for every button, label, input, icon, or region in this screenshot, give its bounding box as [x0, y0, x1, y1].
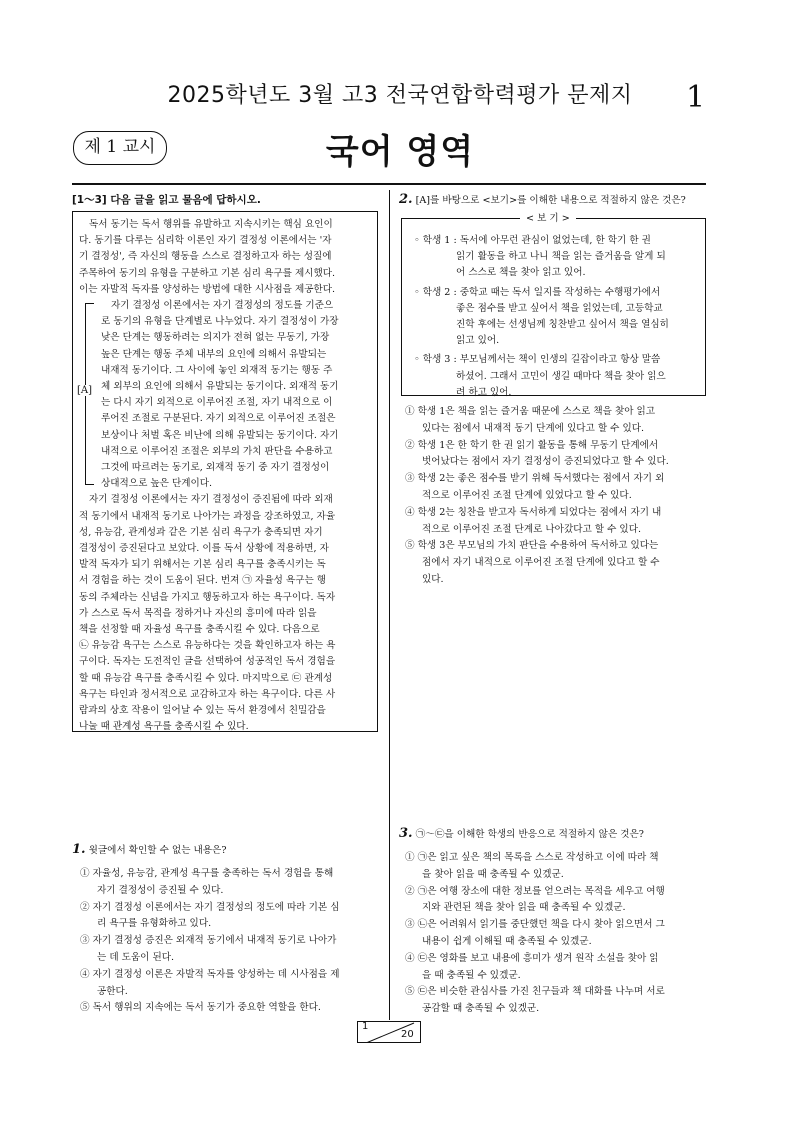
answer-choice: ④ ㉢은 영화를 보고 내용에 흥미가 생겨 원작 소설을 찾아 읽: [405, 952, 659, 964]
answer-choice: ② 학생 1은 한 학기 한 권 읽기 활동을 통해 무동기 단계에서: [405, 439, 659, 451]
answer-choice: ④ 학생 2는 칭찬을 받고자 독서하게 되었다는 점에서 자기 내: [405, 506, 662, 518]
passage-line: 람과의 상호 작용이 일어날 수 있는 독서 환경에서 친밀감을: [79, 705, 326, 716]
answer-choice: ③ ㉡은 어려워서 읽기를 중단했던 책을 다시 찾아 읽으면서 그: [405, 919, 665, 931]
choice-continuation: 벗어났다는 점에서 자기 결정성이 증진되었다고 할 수 있다.: [422, 456, 669, 468]
answer-choice: ④ 자기 결정성 이론은 자발적 독자를 양성하는 데 시사점을 제: [80, 968, 340, 980]
exam-header-title: 2025학년도 3월 고3 전국연합학력평가 문제지: [167, 83, 633, 108]
answer-choice: ⑤ 학생 3은 부모님의 가치 판단을 수용하여 독서하고 있다는: [405, 540, 659, 552]
passage-line: 결정성이 증진된다고 보았다. 이를 독서 상황에 적용하면, 자: [79, 543, 329, 554]
passage-line: 내적으로 이루어진 조절은 외부의 가치 판단을 수용하고: [101, 445, 333, 457]
passage-line: 체 외부의 요인에 의해서 유발되는 동기이다. 외재적 동기: [101, 381, 339, 392]
bogi-student-entry: ◦ 학생 2 : 중학교 때는 독서 일지를 작성하는 수행평가에서: [414, 286, 661, 298]
answer-choice: ① 학생 1은 책을 읽는 즐거움 때문에 스스로 책을 찾아 읽고: [405, 406, 656, 417]
question-2-stem: [399, 192, 686, 209]
passage-line: 나눌 때 관계성 욕구를 충족시킬 수 있다.: [79, 721, 249, 733]
page-number: 1: [686, 80, 706, 115]
bogi-continuation: 하셨어. 그래서 고민이 생길 때마다 책을 찾아 읽으: [456, 370, 666, 382]
choice-continuation: 있다.: [422, 574, 444, 585]
choice-continuation: 을 때 충족될 수 있겠군.: [422, 969, 521, 981]
bogi-title: < 보 기 >: [520, 211, 576, 227]
choice-continuation: 자기 결정성이 증진될 수 있다.: [97, 884, 224, 896]
passage-line: 다. 동기를 다루는 심리학 이론인 자기 결정성 이론에서는 '자: [79, 235, 332, 247]
choice-continuation: 적으로 이루어진 조절 단계에 있었다고 할 수 있다.: [422, 490, 632, 501]
answer-choice: ① ㉠은 읽고 싶은 책의 목록을 스스로 작성하고 이에 따라 책: [405, 852, 659, 863]
passage-line: 할 때 유능감 욕구를 충족시킬 수 있다. 마지막으로 ㉢ 관계성: [79, 672, 333, 684]
bogi-continuation: 읽기 활동을 하고 나니 책을 읽는 즐거움을 알게 되: [456, 251, 666, 263]
bogi-box: [401, 218, 706, 396]
answer-choice: ③ 자기 결정성 증진은 외재적 동기에서 내재적 동기로 나아가: [80, 935, 337, 947]
question-2-text: [A]를 바탕으로 <보기>를 이해한 내용으로 적절하지 않은 것은?: [415, 195, 686, 206]
passage-line: 높은 단계는 행동 주체 내부의 요인에 의해서 유발되는: [101, 348, 327, 360]
choice-continuation: 공감할 때 충족될 수 있겠군.: [422, 1003, 540, 1015]
question-3-text: ㉠～㉢을 이해한 학생의 반응으로 적절하지 않은 것은?: [415, 829, 644, 840]
bogi-continuation: 어 스스로 책을 찾아 읽고 있어.: [456, 267, 586, 279]
page-current: 1: [362, 1021, 369, 1032]
choice-continuation: 점에서 자기 내적으로 이루어진 조절 단계에 있다고 할 수: [422, 557, 660, 569]
answer-choice: ① 자율성, 유능감, 관계성 욕구를 충족하는 독서 경험을 통해: [80, 868, 334, 879]
subject-title: 국어 영역: [325, 132, 475, 172]
passage-line: 이는 자발적 독자를 양성하는 방법에 대한 시사점을 제공한다.: [79, 283, 336, 295]
session-badge: 제 1 교시: [73, 131, 167, 165]
passage-line: 주목하여 동기의 유형을 구분하고 기본 심리 욕구를 제시했다.: [79, 267, 336, 279]
passage-line: 보상이나 처벌 혹은 비난에 의해 유발되는 동기이다. 자기: [101, 429, 339, 441]
column-divider: [389, 190, 390, 1020]
passage-line: 욕구는 타인과 정서적으로 교감하고자 하는 욕구이다. 다른 사: [79, 688, 336, 700]
passage-line: 기 결정성', 즉 자신의 행동을 스스로 결정하고자 하는 성질에: [79, 251, 332, 263]
answer-choice: ② 자기 결정성 이론에서는 자기 결정성의 정도에 따라 기본 심: [80, 901, 340, 913]
passage-line: 내재적 동기이다. 그 사이에 놓인 외재적 동기는 행동 주: [101, 364, 333, 376]
choice-continuation: 적으로 이루어진 조절 단계로 나아갔다고 할 수 있다.: [422, 523, 642, 535]
passage-line: 루어진 조절로 구분된다. 자기 외적으로 이루어진 조절은: [101, 413, 336, 425]
choice-continuation: 을 찾아 읽을 때 충족될 수 있겠군.: [422, 868, 564, 880]
question-1-number: 1.: [72, 842, 86, 857]
choice-continuation: 내용이 쉽게 이해될 때 충족될 수 있겠군.: [422, 936, 592, 947]
question-1-text: 윗글에서 확인할 수 없는 내용은?: [88, 845, 227, 856]
answer-choice: ⑤ 독서 행위의 지속에는 독서 동기가 중요한 역할을 한다.: [80, 1002, 321, 1014]
choice-continuation: 있다는 점에서 내재적 동기 단계에 있다고 할 수 있다.: [422, 422, 645, 434]
question-set-instruction: [1～3] 다음 글을 읽고 물음에 답하시오.: [72, 194, 261, 206]
passage-line: 가 스스로 독서 목적을 정하거나 자신의 흥미에 따라 읽을: [79, 607, 317, 619]
passage-line: 성, 유능감, 관계성과 같은 기본 심리 욕구가 충족되면 자기: [79, 526, 323, 538]
passage-line: 자기 결정성 이론에서는 자기 결정성의 정도를 기준으: [111, 300, 334, 311]
passage-line: 낮은 단계는 행동하려는 의지가 전혀 없는 무동기, 가장: [101, 332, 330, 344]
choice-continuation: 공한다.: [97, 985, 128, 997]
bogi-student-entry: ◦ 학생 1 : 독서에 아무런 관심이 없었는데, 한 학기 한 권: [414, 235, 651, 246]
passage-line: 로 동기의 유형을 단계별로 나누었다. 자기 결정성이 가장: [101, 316, 339, 328]
bogi-continuation: 진학 후에는 선생님께 칭찬받고 싶어서 책을 열심히: [456, 319, 669, 330]
bogi-continuation: 좋은 점수를 받고 싶어서 책을 읽었는데, 고등학교: [456, 302, 663, 314]
answer-choice: ⑤ ㉢은 비슷한 관심사를 가진 친구들과 책 대화를 나누며 서로: [405, 986, 665, 998]
choice-continuation: 리 욕구를 유형화하고 있다.: [97, 918, 212, 930]
bogi-student-entry: ◦ 학생 3 : 부모님께서는 책이 인생의 길잡이라고 항상 말씀: [414, 354, 661, 366]
answer-choice: ③ 학생 2는 좋은 점수를 받기 위해 독서했다는 점에서 자기 외: [405, 473, 665, 485]
choice-continuation: 지와 관련된 책을 찾아 읽을 때 충족될 수 있겠군.: [422, 902, 626, 914]
choice-continuation: 는 데 도움이 된다.: [97, 952, 175, 963]
passage-line: 자기 결정성 이론에서는 자기 결정성이 증진됨에 따라 외재: [89, 494, 333, 506]
passage-line: ㉡ 유능감 욕구는 스스로 유능하다는 것을 확인하고자 하는 욕: [79, 640, 336, 652]
passage-line: 상대적으로 높은 단계이다.: [101, 478, 213, 490]
passage-line: 책을 선정할 때 자율성 욕구를 충족시킬 수 있다. 다음으로: [79, 624, 320, 635]
question-3-number: 3.: [399, 826, 413, 841]
bogi-continuation: 려 하고 있어.: [456, 386, 512, 398]
page-total: 20: [401, 1029, 414, 1040]
passage-box: [72, 211, 378, 732]
passage-line: 는 다시 자기 외적으로 이루어진 조절, 자기 내적으로 이: [101, 397, 333, 409]
question-3-stem: [399, 826, 644, 843]
passage-line: 서 경험을 하는 것이 도움이 된다. 번져 ㉠ 자율성 욕구는 행: [79, 575, 327, 587]
header-rule: [72, 183, 706, 185]
question-1-stem: [72, 842, 226, 859]
passage-line: 독서 동기는 독서 행위를 유발하고 지속시키는 핵심 요인이: [89, 219, 333, 230]
passage-line: 그것에 따르려는 동기로, 외재적 동기 중 자기 결정성이: [101, 462, 330, 473]
passage-line: 동의 주체라는 신념을 가지고 행동하고자 하는 욕구이다. 독자: [79, 591, 336, 603]
question-2-number: 2.: [399, 192, 413, 207]
answer-choice: ② ㉠은 여행 장소에 대한 정보를 얻으려는 목적을 세우고 여행: [405, 885, 665, 897]
bogi-continuation: 읽고 있어.: [456, 335, 500, 347]
passage-line: 구이다. 독자는 도전적인 글을 선택하여 성공적인 독서 경험을: [79, 656, 336, 668]
passage-line: 발적 독자가 되기 위해서는 기본 심리 욕구를 충족시키는 독: [79, 559, 326, 571]
bracket-a-label: [A]: [77, 385, 93, 396]
passage-line: 적 동기에서 내재적 동기로 나아가는 과정을 강조하였고, 자율: [79, 510, 336, 522]
